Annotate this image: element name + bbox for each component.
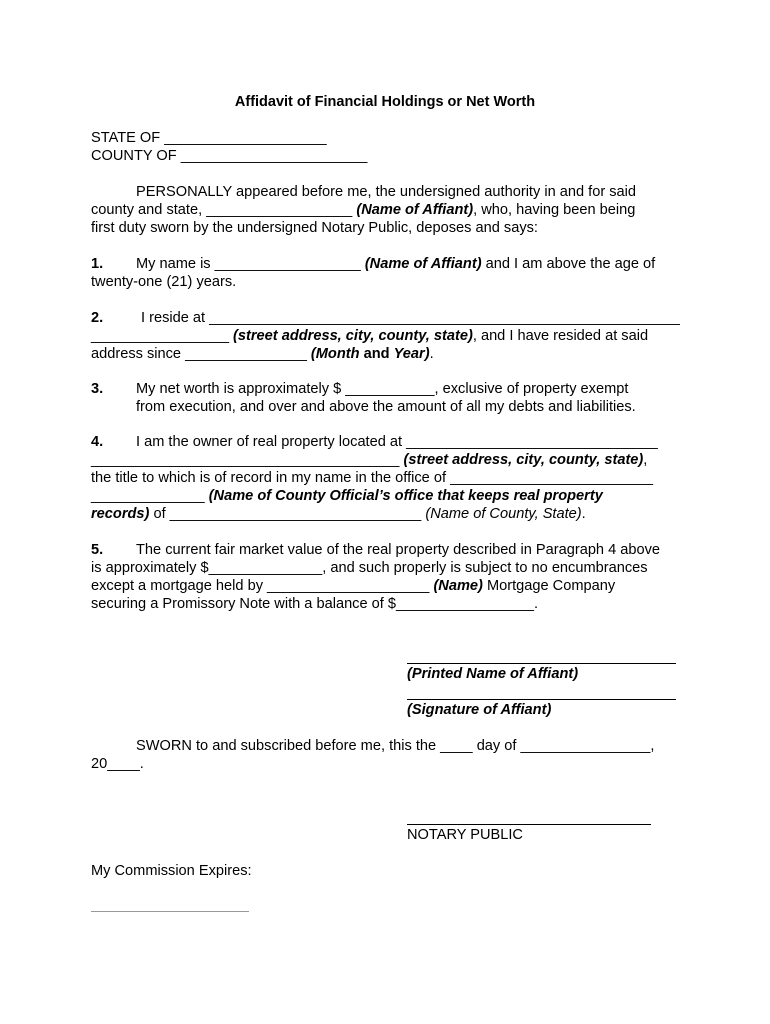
paragraph-1-number: 1. (91, 256, 104, 272)
sworn-line-1: SWORN to and subscribed before me, this the ____ day of ________________, (136, 738, 655, 754)
p2-text: _________________ (91, 328, 234, 344)
county-office-label: (Name of County Official’s office that keeps real property (208, 488, 603, 504)
p5-text: Mortgage Company (482, 578, 616, 594)
paragraph-5-line-2: is approximately $______________, and such properly is subject to no encumbrances (91, 560, 648, 576)
paragraph-4-line-5 (91, 505, 586, 523)
county-office-label: records) (91, 506, 150, 522)
paragraph-3-line-1: My net worth is approximately $ ___________, exclusive of property exempt (136, 381, 629, 397)
notary-public-label: NOTARY PUBLIC (407, 827, 523, 843)
paragraph-4-line-3: the title to which is of record in my name in the office of _________________________ (91, 470, 653, 486)
sworn-line-2: 20____. (91, 756, 144, 772)
mortgage-name-label: (Name) (433, 578, 483, 594)
document-title: Affidavit of Financial Holdings or Net Worth (234, 94, 536, 110)
paragraph-3-number: 3. (91, 381, 104, 397)
p5-text: except a mortgage held by ____________________ (91, 578, 434, 594)
printed-name-label: (Printed Name of Affiant) (407, 666, 579, 682)
p4-text: . (581, 506, 586, 522)
month-label: (Month (310, 346, 360, 362)
year-label: Year) (393, 346, 430, 362)
paragraph-2-line-2 (91, 327, 648, 345)
paragraph-2-number: 2. (91, 310, 104, 326)
p1-text: My name is __________________ (136, 256, 365, 272)
address-label: (street address, city, county, state) (403, 452, 644, 468)
paragraph-3-line-2: from execution, and over and above the amount of all my debts and liabilities. (136, 399, 636, 415)
paragraph-4-line-4 (91, 487, 603, 505)
paragraph-5-line-3 (91, 577, 615, 595)
paragraph-2-line-3 (91, 345, 434, 363)
intro-line-3: first duty sworn by the undersigned Notary Public, deposes and says: (91, 220, 538, 236)
affiant-name-label: (Name of Affiant) (356, 202, 474, 218)
p4-text: ______________ (91, 488, 209, 504)
p2-text: . (429, 346, 434, 362)
notary-signature-line (407, 824, 651, 825)
paragraph-4-number: 4. (91, 434, 104, 450)
affiant-name-label: (Name of Affiant) (364, 256, 482, 272)
and-label: and (359, 346, 394, 362)
intro-line-2 (91, 201, 635, 219)
intro-line-1: PERSONALLY appeared before me, the undersigned authority in and for said (136, 184, 637, 200)
county-field: COUNTY OF _______________________ (91, 148, 368, 164)
signature-line (407, 699, 676, 700)
county-state-label: (Name of County, State) (425, 506, 582, 522)
paragraph-1-line-1 (136, 255, 655, 273)
printed-name-line (407, 663, 676, 664)
paragraph-5-line-4: securing a Promissory Note with a balance of $_________________. (91, 596, 539, 612)
p4-text: of _______________________________ (149, 506, 426, 522)
paragraph-5-line-1: The current fair market value of the real property described in Paragraph 4 above (136, 542, 661, 558)
commission-date-line (91, 911, 249, 912)
paragraph-1-line-2: twenty-one (21) years. (91, 274, 237, 290)
paragraph-5-number: 5. (91, 542, 104, 558)
p1-text: and I am above the age of (481, 256, 656, 272)
intro-text: , who, having been being (473, 202, 636, 218)
commission-expires-label: My Commission Expires: (91, 863, 252, 879)
signature-label: (Signature of Affiant) (407, 702, 552, 718)
p2-text: , and I have resided at said (472, 328, 649, 344)
p4-text: ______________________________________ (91, 452, 404, 468)
address-label: (street address, city, county, state) (233, 328, 473, 344)
paragraph-4-line-1: I am the owner of real property located at _______________________________ (136, 434, 658, 450)
intro-text: county and state, __________________ (91, 202, 357, 218)
paragraph-2-line-1: I reside at __________________________________________________________ (141, 310, 680, 326)
p4-text: , (643, 452, 648, 468)
state-field: STATE OF ____________________ (91, 130, 327, 146)
p2-text: address since _______________ (91, 346, 311, 362)
paragraph-4-line-2 (91, 451, 647, 469)
